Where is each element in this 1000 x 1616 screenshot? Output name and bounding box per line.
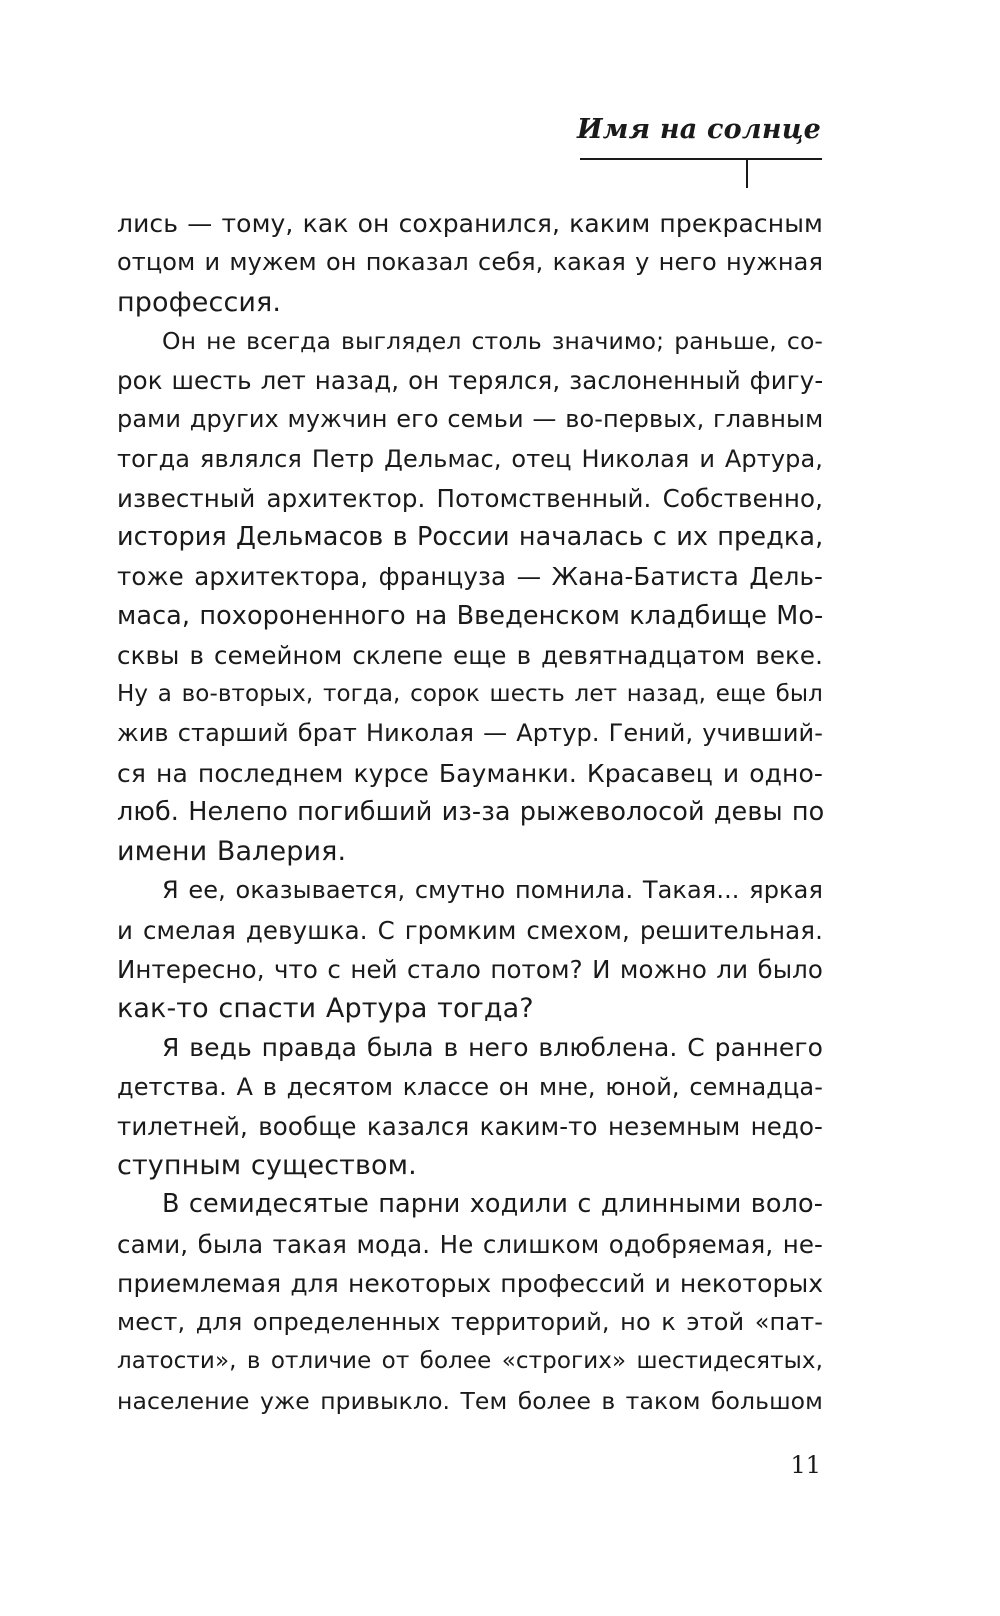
text-line: латости», в отличие от более «строгих» шестидесятых, xyxy=(117,1348,823,1375)
text-line: и смелая девушка. С громким смехом, решительная. xyxy=(117,915,823,945)
text-line: ступным существом. xyxy=(117,1150,417,1181)
text-line: население уже привыкло. Тем более в таком большом xyxy=(117,1386,823,1415)
text-line: история Дельмасов в России началась с их предка, xyxy=(117,522,824,552)
text-line: ся на последнем курсе Бауманки. Красавец и одно- xyxy=(117,758,823,788)
text-line: маса, похороненного на Введенском кладбище Мо- xyxy=(117,600,824,631)
text-line: тоже архитектора, француза — Жана-Батиста Дель- xyxy=(117,562,823,592)
body-text xyxy=(117,204,823,1421)
page-number: 11 xyxy=(790,1451,821,1479)
text-line: тогда являлся Петр Дельмас, отец Николая и Артура, xyxy=(117,444,823,473)
text-line: детства. А в десятом классе он мне, юной, семнадца- xyxy=(117,1072,823,1101)
text-line: Ну а во-вторых, тогда, сорок шесть лет назад, еще был xyxy=(117,681,823,707)
header-tick-mark xyxy=(746,160,748,188)
header-rule xyxy=(580,158,822,160)
text-line: Интересно, что с ней стало потом? И можно ли было xyxy=(117,954,823,984)
text-line: имени Валерия. xyxy=(117,836,347,867)
text-line: сквы в семейном склепе еще в девятнадцатом веке. xyxy=(117,640,823,670)
text-line: В семидесятые парни ходили с длинными воло- xyxy=(162,1189,823,1220)
text-line: как-то спасти Артура тогда? xyxy=(117,993,534,1024)
text-line: тилетней, вообще казался каким-то неземным недо- xyxy=(117,1111,823,1141)
text-line: лись — тому, как он сохранился, каким прекрасным xyxy=(117,209,823,238)
text-line: отцом и мужем он показал себя, какая у него нужная xyxy=(117,248,823,277)
text-line: мест, для определенных территорий, но к этой «пат- xyxy=(117,1308,823,1336)
text-line: люб. Нелепо погибший из-за рыжеволосой девы по xyxy=(117,796,825,827)
text-line: жив старший брат Николая — Артур. Гений, учивший- xyxy=(117,719,823,748)
text-line: профессия. xyxy=(117,286,282,318)
text-line: Я ведь правда была в него влюблена. С раннего xyxy=(162,1033,823,1063)
text-line: приемлемая для некоторых профессий и некоторых xyxy=(117,1268,824,1298)
text-line: известный архитектор. Потомственный. Собственно, xyxy=(117,483,823,513)
text-line: рок шесть лет назад, он терялся, заслоненный фигу- xyxy=(117,366,824,395)
running-head-title: Имя на солнце xyxy=(576,114,821,145)
text-line: Он не всегда выглядел столь значимо; раньше, со- xyxy=(162,326,823,355)
text-line: сами, была такая мода. Не слишком одобряемая, не- xyxy=(117,1229,823,1259)
text-line: рами других мужчин его семьи — во-первых, главным xyxy=(117,405,824,434)
text-line: Я ее, оказывается, смутно помнила. Такая... яркая xyxy=(162,876,823,905)
